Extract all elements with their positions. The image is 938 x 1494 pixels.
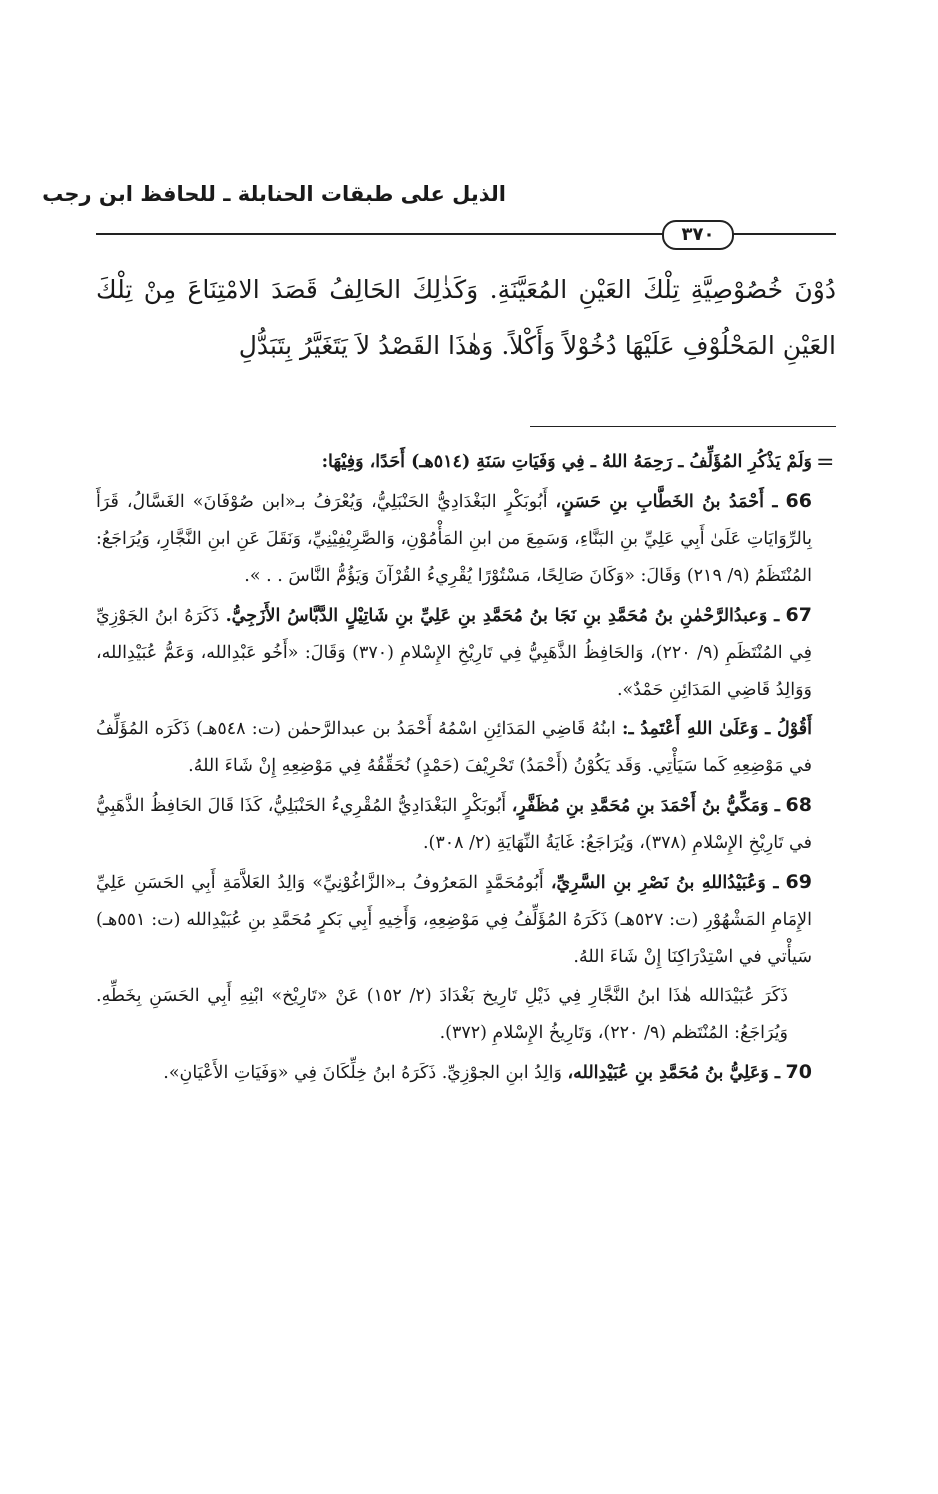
entry-text: أَبُوبَكْرٍ البَغْدَادِيُّ الحَنْبَلِيُّ، وَيُعْرَفُ بـ«ابن صُوْفَانَ» الغَسَّالُ، قَرَأَ بِالرِّوَايَاتِ عَلَىٰ أَبِي عَلِيِّ بنِ البَنَّاءِ، وَسَمِعَ من ابنِ المَأْمُوْنِ، وَالصَّرِيْفِيْنِيِّ، وَنَقَلَ عَنِ ابنِ النَّجَّارِ، وَيُرَاجَعُ: المُنْتَظَمُ (٩/ ٢١٩) وَقَالَ: «وَكَانَ صَالِحًا، مَسْتُوْرًا يُقْرِيءُ القُرْآنَ وَيَؤُمُّ النَّاسَ . . ».	[96, 492, 812, 586]
entry-text: أَبُومُحَمَّدٍ المَعرُوفُ بـ«الزَّاغُوْنِيِّ» وَالِدُ العَلاَّمَةِ أَبِي الحَسَنِ عَلِيِّ الإِمَامِ المَشْهُوْرِ (ت: ٥٢٧هـ) ذَكَرَهُ المُؤَلِّفُ فِي مَوْضِعِهِ، وَأَخِيهِ أَبِي بَكرٍ مُحَمَّدِ بنِ عُبَيْدِالله (ت: ٥٥١هـ) سَيأْتي في اسْتِدْرَاكِنَا إِنْ شَاءَ اللهُ.	[96, 873, 812, 967]
footnote-entry-69	[96, 864, 812, 976]
entry-number: 67	[785, 604, 812, 626]
running-title: الذيل على طبقات الحنابلة ـ للحافظ ابن رجب	[42, 182, 506, 206]
entry-number: 70	[785, 1061, 812, 1083]
footnote-entry-66	[96, 483, 812, 595]
entry-text: ذَكَرَهُ ابنُ الجَوْزِيِّ فِي المُنْتَظَمِ (٩/ ٢٢٠)، وَالحَافِظُ الذَّهَبِيُّ فِي تَارِيْخِ الإِسْلامِ (٣٧٠) وَقَالَ: «أَخُو عَبْدِالله، وَعَمُّ عُبَيْدِالله، وَوَالِدُ قَاضِي المَدَائِنِ حَمْدٌ».	[96, 606, 812, 700]
footnote-note-67	[96, 711, 812, 785]
entry-text: أَبُوبَكْرٍ البَغْدَادِيُّ المُقْرِيءُ الحَنْبَلِيُّ، كَذَا قَالَ الحَافِظُ الذَّهَبِيُّ في تَارِيْخِ الإِسْلامِ (٣٧٨)، وَيُرَاجَعُ: غَايَةُ النِّهَايَةِ (٢/ ٣٠٨).	[96, 796, 812, 853]
footnotes	[96, 444, 812, 1094]
page-number: ٣٧٠	[662, 220, 734, 250]
continuation-mark: =	[816, 450, 835, 475]
footnote-entry-70	[96, 1054, 812, 1092]
entry-number: 66	[785, 490, 812, 512]
note-lead: أَقُوْلُ ـ وَعَلَىٰ اللهِ أَعْتَمِدُ ـ:	[622, 719, 812, 739]
footnote-rule	[530, 426, 836, 427]
entry-lead: ـ وَمَكِّيُّ بنُ أَحْمَدَ بنِ مُحَمَّدِ بنِ مُظَفَّرٍ،	[511, 796, 780, 816]
entry-number: 68	[785, 794, 812, 816]
entry-lead: ـ وَعَلِيُّ بنُ مُحَمَّدِ بنِ عُبَيْدِالله،	[567, 1063, 780, 1083]
footnote-entry-68	[96, 787, 812, 862]
entry-lead: ـ وَعُبَيْدُاللهِ بنُ نَصْرِ بنِ السَّرِيِّ،	[550, 873, 779, 893]
footnote-entry-67	[96, 597, 812, 709]
entry-number: 69	[785, 871, 812, 893]
main-text	[96, 262, 836, 374]
footnote-note-69: ذَكَرَ عُبَيْدَالله هٰذَا ابنُ النَّجَّارِ فِي ذَيْلِ تَارِيخ بَغْدَادَ (٢/ ١٥٢) عَنْ «تَارِيْخ» ابْنِهِ أَبِي الحَسَنِ بِخَطِّهِ. وَيُرَاجَعُ: المُنْتَظم (٩/ ٢٢٠)، وَتَارِيخُ الإِسْلامِ (٣٧٢).	[96, 986, 788, 1043]
main-paragraph: دُوْنَ خُصُوْصِيَّةِ تِلْكَ العَيْنِ المُعَيَّنَةِ. وَكَذٰلِكَ الحَالِفُ قَصَدَ الامْتِنَاعَ مِنْ تِلْكَ العَيْنِ المَحْلُوْفِ عَلَيْهَا دُخُوْلاً وَأَكْلاً. وَهٰذَا القَصْدُ لاَ يَتَغَيَّرُ بِتَبَدُّلِ	[96, 275, 836, 360]
entry-text: وَالِدُ ابنِ الجوْزِيِّ. ذَكَرَهُ ابنُ خِلِّكَانَ فِي «وَفَيَاتِ الأَعْيَانِ».	[163, 1063, 562, 1083]
entry-lead: ـ أَحْمَدُ بنُ الخَطَّابِ بنِ حَسَنٍ،	[555, 492, 778, 512]
note-text: ابنُهُ قَاضِي المَدَائِنِ اسْمُهُ أَحْمَدُ بن عبدالرَّحمٰن (ت: ٥٤٨هـ) ذَكَرَه المُؤَلِّفُ في مَوْضِعِهِ كَما سَيَأْتِي. وَقَد يَكُوْنُ (أَحْمَدُ) تَحْرِيْفَ (حَمْدٍ) نُحَقِّقُهُ فِي مَوْضِعِهِ إِنْ شَاءَ اللهُ.	[96, 719, 812, 776]
entry-lead: ـ وَعبدُالرَّحْمٰنِ بنُ مُحَمَّدِ بنِ نَجَا بنُ مُحَمَّدِ بنِ عَلِيِّ بنِ شَاتِيْلٍ الدَّبَّاسُ الأَزَجِيُّ.	[225, 606, 780, 626]
footnote-intro: وَلَمْ يَذْكُرِ المُؤَلِّفُ ـ رَحِمَهُ اللهُ ـ فِي وَفَيَاتِ سَنَةِ (٥١٤هـ) أَحَدًا، وَفِيْهَا:	[321, 452, 812, 472]
